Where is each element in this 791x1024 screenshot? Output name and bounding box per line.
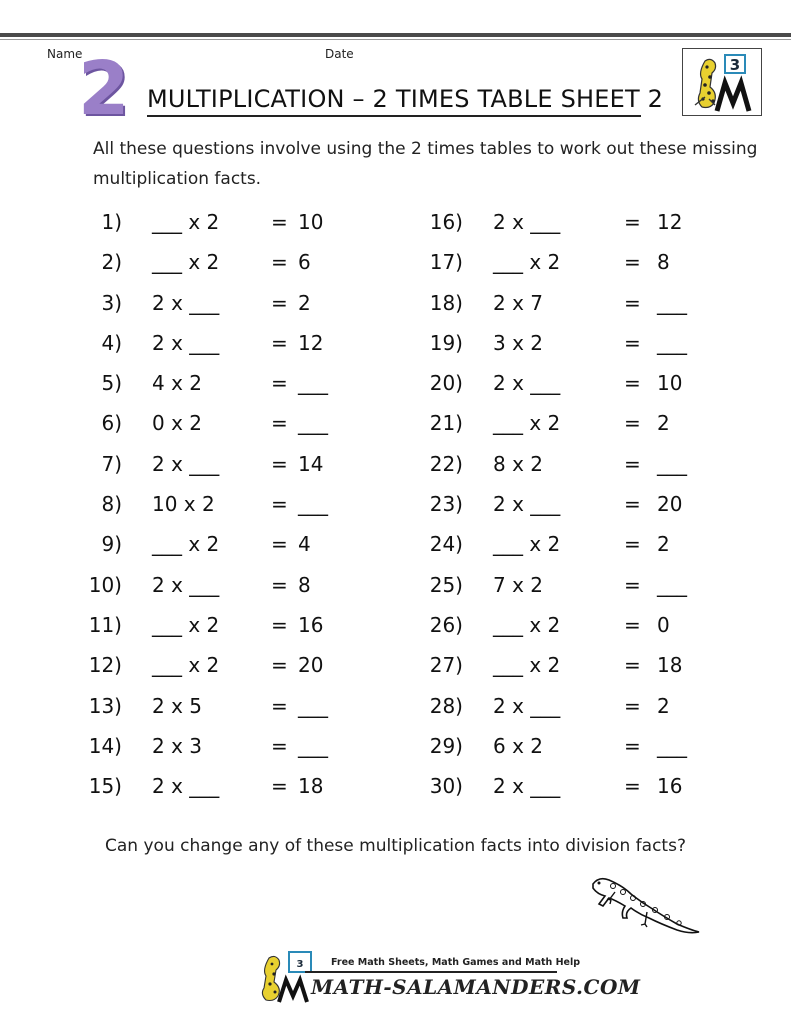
question-number: 24) xyxy=(429,532,463,557)
question-number: 14) xyxy=(88,733,122,758)
question-expression: 2 x ___ xyxy=(152,451,220,476)
question-number: 7) xyxy=(101,451,122,476)
question-number: 12) xyxy=(88,653,122,678)
salamander-logo-icon xyxy=(682,48,762,116)
question-expression: 2 x ___ xyxy=(493,693,561,718)
question-expression: 8 x 2 xyxy=(493,451,543,476)
question-answer: ___ xyxy=(657,330,687,355)
question-answer: 12 xyxy=(298,330,324,355)
equals-sign: = xyxy=(624,733,641,758)
question-answer: 16 xyxy=(657,774,683,799)
question-number: 10) xyxy=(88,572,122,597)
question-number: 13) xyxy=(88,693,122,718)
equals-sign: = xyxy=(271,290,288,315)
equals-sign: = xyxy=(271,371,288,396)
instructions-text: All these questions involve using the 2 times tables to work out these missing multiplication facts. xyxy=(93,139,758,189)
question-expression: 2 x ___ xyxy=(493,774,561,799)
equals-sign: = xyxy=(624,371,641,396)
question-number: 29) xyxy=(429,733,463,758)
question-answer: ___ xyxy=(657,290,687,315)
question-number: 18) xyxy=(429,290,463,315)
question-number: 25) xyxy=(429,572,463,597)
equals-sign: = xyxy=(624,532,641,557)
svg-text:3: 3 xyxy=(296,959,304,970)
equals-sign: = xyxy=(624,612,641,637)
question-number: 28) xyxy=(429,693,463,718)
question-number: 9) xyxy=(101,532,122,557)
question-expression: ___ x 2 xyxy=(493,250,561,275)
equals-sign: = xyxy=(624,492,641,517)
question-number: 8) xyxy=(101,492,122,517)
question-number: 15) xyxy=(88,774,122,799)
equals-sign: = xyxy=(271,733,288,758)
equals-sign: = xyxy=(271,693,288,718)
question-expression: 2 x 5 xyxy=(152,693,202,718)
big-number: 2 xyxy=(78,46,130,132)
question-expression: ___ x 2 xyxy=(152,612,220,637)
question-expression: ___ x 2 xyxy=(493,612,561,637)
equals-sign: = xyxy=(271,492,288,517)
question-number: 11) xyxy=(88,612,122,637)
question-answer: 2 xyxy=(657,532,670,557)
question-expression: 2 x 7 xyxy=(493,290,543,315)
question-answer: 20 xyxy=(298,653,324,678)
question-number: 23) xyxy=(429,492,463,517)
question-expression: ___ x 2 xyxy=(493,653,561,678)
question-number: 19) xyxy=(429,330,463,355)
question-number: 1) xyxy=(101,210,122,234)
question-expression: 2 x ___ xyxy=(493,492,561,517)
question-answer: 8 xyxy=(657,250,670,275)
equals-sign: = xyxy=(271,532,288,557)
equals-sign: = xyxy=(271,210,288,234)
salamander-drawing-icon xyxy=(585,872,710,947)
equals-sign: = xyxy=(271,411,288,436)
question-answer: 18 xyxy=(298,774,324,799)
question-answer: 20 xyxy=(657,492,683,517)
question-expression: ___ x 2 xyxy=(152,210,220,234)
question-answer: ___ xyxy=(298,733,328,758)
question-answer: ___ xyxy=(298,492,328,517)
question-answer: 10 xyxy=(657,371,683,396)
question-expression: 7 x 2 xyxy=(493,572,543,597)
question-expression: ___ x 2 xyxy=(152,532,220,557)
question-number: 17) xyxy=(429,250,463,275)
question-expression: 2 x ___ xyxy=(152,572,220,597)
question-answer: ___ xyxy=(657,733,687,758)
equals-sign: = xyxy=(624,774,641,799)
question-answer: 2 xyxy=(298,290,311,315)
question-expression: ___ x 2 xyxy=(493,532,561,557)
equals-sign: = xyxy=(271,250,288,275)
question-number: 21) xyxy=(429,411,463,436)
question-expression: 2 x ___ xyxy=(493,371,561,396)
page-title: MULTIPLICATION – 2 TIMES TABLE SHEET 2 xyxy=(147,85,664,113)
footer-tagline: Free Math Sheets, Math Games and Math Help xyxy=(331,957,581,968)
question-expression: 2 x ___ xyxy=(152,330,220,355)
question-number: 4) xyxy=(101,330,122,355)
question-number: 3) xyxy=(101,290,122,315)
equals-sign: = xyxy=(624,250,641,275)
question-expression: 0 x 2 xyxy=(152,411,202,436)
equals-sign: = xyxy=(624,290,641,315)
question-answer: 4 xyxy=(298,532,311,557)
division-question: Can you change any of these multiplication facts into division facts? xyxy=(105,836,686,856)
equals-sign: = xyxy=(271,774,288,799)
question-number: 27) xyxy=(429,653,463,678)
equals-sign: = xyxy=(271,330,288,355)
equals-sign: = xyxy=(624,572,641,597)
question-expression: 3 x 2 xyxy=(493,330,543,355)
question-expression: 4 x 2 xyxy=(152,371,202,396)
question-answer: 12 xyxy=(657,210,683,234)
question-answer: 16 xyxy=(298,612,324,637)
question-answer: 14 xyxy=(298,451,324,476)
question-answer: 18 xyxy=(657,653,683,678)
question-number: 26) xyxy=(429,612,463,637)
equals-sign: = xyxy=(624,330,641,355)
question-number: 6) xyxy=(101,411,122,436)
equals-sign: = xyxy=(624,653,641,678)
question-answer: 6 xyxy=(298,250,311,275)
equals-sign: = xyxy=(624,210,641,234)
equals-sign: = xyxy=(271,572,288,597)
question-answer: ___ xyxy=(298,693,328,718)
name-label: Name xyxy=(47,47,83,61)
question-number: 5) xyxy=(101,371,122,396)
question-expression: 6 x 2 xyxy=(493,733,543,758)
question-number: 20) xyxy=(429,371,463,396)
question-answer: 2 xyxy=(657,693,670,718)
question-number: 22) xyxy=(429,451,463,476)
question-expression: ___ x 2 xyxy=(493,411,561,436)
date-label: Date xyxy=(325,47,354,61)
question-answer: ___ xyxy=(298,371,328,396)
question-expression: 10 x 2 xyxy=(152,492,215,517)
equals-sign: = xyxy=(624,411,641,436)
top-rule xyxy=(0,33,791,37)
top-rule-thin xyxy=(0,39,791,40)
question-answer: 8 xyxy=(298,572,311,597)
question-expression: 2 x ___ xyxy=(152,290,220,315)
equals-sign: = xyxy=(624,693,641,718)
footer-rule xyxy=(305,971,557,973)
question-number: 16) xyxy=(429,210,463,234)
question-expression: 2 x 3 xyxy=(152,733,202,758)
question-answer: 2 xyxy=(657,411,670,436)
equals-sign: = xyxy=(271,612,288,637)
question-expression: 2 x ___ xyxy=(152,774,220,799)
question-number: 30) xyxy=(429,774,463,799)
question-answer: ___ xyxy=(298,411,328,436)
question-expression: 2 x ___ xyxy=(493,210,561,234)
logo-number: 3 xyxy=(729,56,741,74)
question-expression: ___ x 2 xyxy=(152,653,220,678)
question-answer: ___ xyxy=(657,451,687,476)
equals-sign: = xyxy=(271,653,288,678)
question-answer: 0 xyxy=(657,612,670,637)
equals-sign: = xyxy=(271,451,288,476)
question-answer: ___ xyxy=(657,572,687,597)
question-number: 2) xyxy=(101,250,122,275)
question-expression: ___ x 2 xyxy=(152,250,220,275)
footer-site-name: MATH-SALAMANDERS.COM xyxy=(311,975,641,999)
equals-sign: = xyxy=(624,451,641,476)
title-underline xyxy=(147,115,641,117)
question-answer: 10 xyxy=(298,210,324,234)
